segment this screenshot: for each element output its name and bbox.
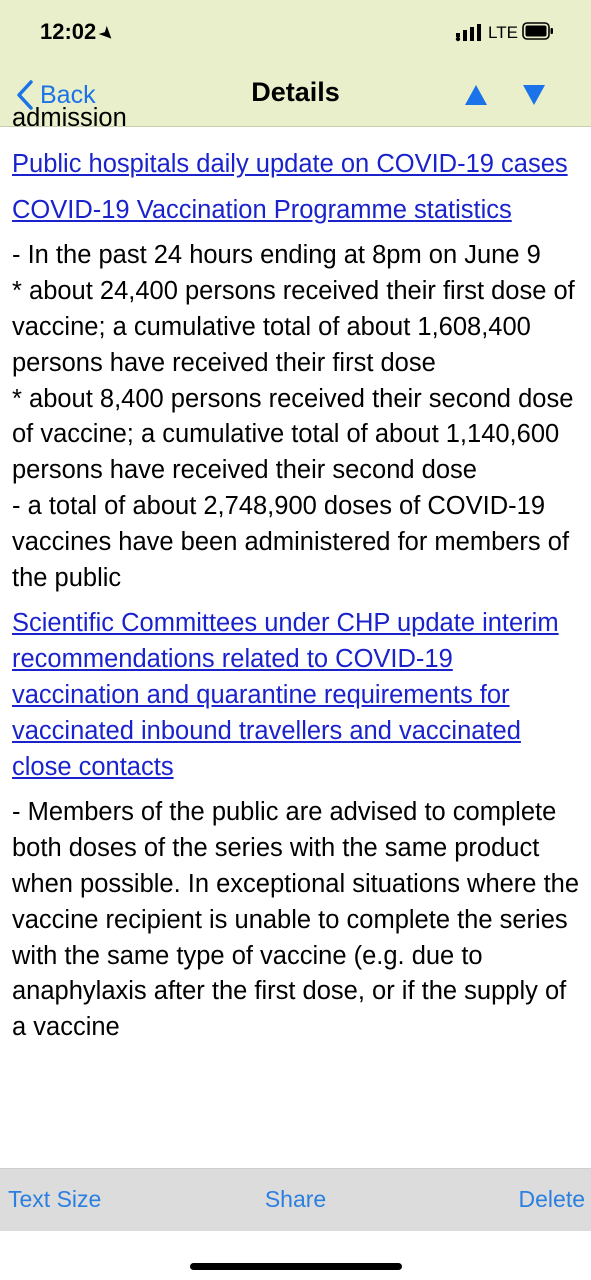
delete-button[interactable]: Delete (518, 1186, 585, 1212)
time-label: 12:02 (40, 19, 97, 44)
home-indicator[interactable] (190, 1263, 402, 1270)
article-content[interactable] (0, 104, 591, 1168)
hospital-update-link[interactable]: Public hospitals daily update on COVID-19 cases (12, 149, 568, 178)
back-label: Back (40, 80, 96, 109)
article-body (12, 101, 582, 1046)
page-title: Details (251, 77, 340, 107)
share-button[interactable]: Share (264, 1186, 327, 1212)
network-type: LTE (488, 23, 518, 42)
vaccination-statistics-text: - In the past 24 hours ending at 8pm on June 9 * about 24,400 persons received their first dose of vaccine; a cumulative total of about 1,608,400 persons have received their first dose * about 8,400 persons received their second dose of vaccine; a cumulative total of about 1,140,600 persons have received their second dose - a total of about 2,748,900 doses of COVID-19 vaccines have been administered for members of the public (12, 241, 575, 592)
scientific-committees-link[interactable]: Scientific Committees under CHP update interim recommendations related to COVID-19 vaccination and quarantine requirements for vaccinated inbound travellers and vaccinated close contacts (12, 609, 559, 781)
battery-icon (522, 22, 554, 40)
clipped-text: admission (12, 104, 127, 132)
public-advice-text: - Members of the public are advised to complete both doses of the series with the same product when possible. In exceptional situations where the vaccine recipient is unable to complete the series with the same type of vaccine (e.g. due to anaphylaxis after the first dose, or if the supply of a vaccine (12, 798, 580, 1042)
text-size-button[interactable]: Text Size (8, 1186, 102, 1212)
bottom-toolbar (0, 1168, 591, 1232)
vaccination-statistics-link[interactable]: COVID-19 Vaccination Programme statistics (12, 195, 512, 224)
signal-icon (455, 24, 483, 42)
location-arrow-icon: ➤ (95, 23, 118, 46)
status-bar (0, 0, 591, 64)
status-time (40, 19, 118, 46)
home-area (0, 1231, 591, 1280)
